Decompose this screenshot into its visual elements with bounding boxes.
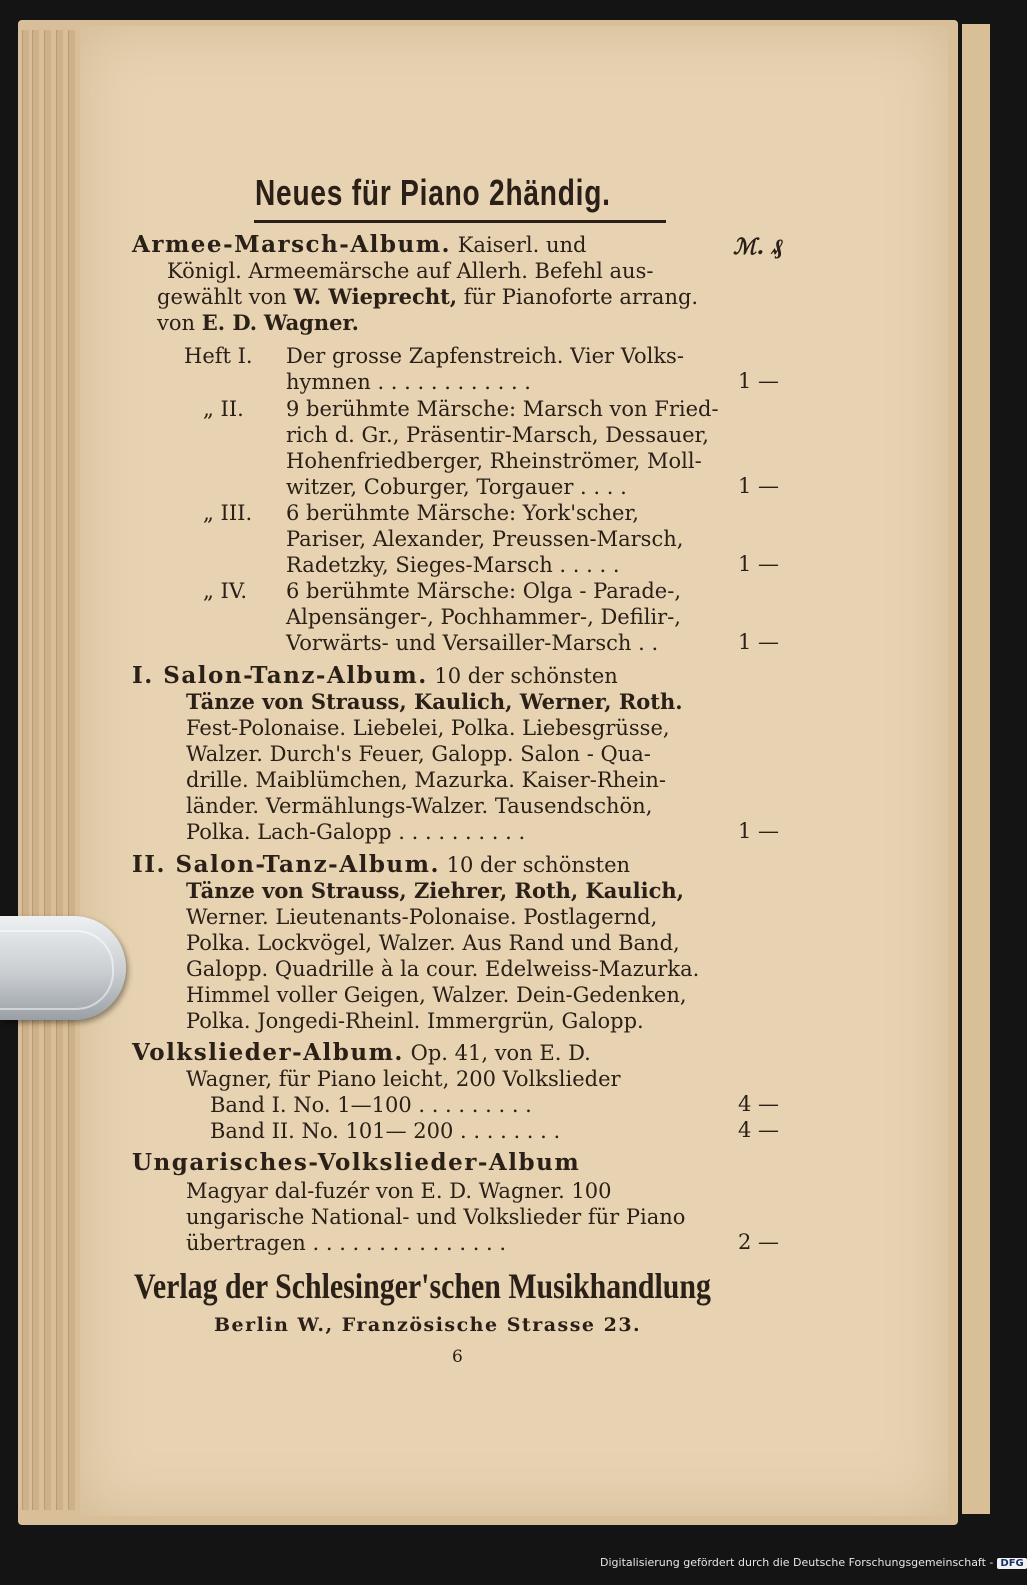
heft-line: Vorwärts- und Versailler-Marsch . . — [286, 631, 659, 655]
heft-line: 6 berühmte Märsche: York'scher, — [286, 501, 639, 525]
heft-label: „ III. — [203, 501, 253, 525]
section-heading-volkslieder: Volkslieder-Album. — [132, 1039, 404, 1066]
heft-label: „ II. — [203, 397, 244, 421]
salon2-line: Himmel voller Geigen, Walzer. Dein-Gedenken, — [186, 983, 687, 1007]
price: 1 — — [738, 630, 780, 654]
heft-line: rich d. Gr., Präsentir-Marsch, Dessauer, — [286, 423, 709, 447]
page-number: 6 — [452, 1347, 463, 1367]
page-edge — [68, 30, 75, 1510]
paper-clip-highlight — [0, 930, 114, 1010]
ungarisch-line: Magyar dal-fuzér von E. D. Wagner. 100 — [186, 1179, 612, 1203]
armee-line-1 — [132, 232, 586, 258]
section-heading-armee: Armee-Marsch-Album. — [132, 231, 452, 258]
section-heading-ungarisch: Ungarisches-Volkslieder-Album — [132, 1149, 581, 1176]
armee-line-3: gewählt von W. Wieprecht, für Pianoforte arrang. — [157, 284, 699, 309]
band-line: Band I. No. 1—100 . . . . . . . . . — [210, 1093, 532, 1117]
heft-line: 6 berühmte Märsche: Olga - Parade-, — [286, 579, 682, 603]
dfg-logo-icon: DFG — [997, 1558, 1026, 1569]
price: 1 — — [738, 474, 780, 498]
salon1-line: länder. Vermählungs-Walzer. Tausendschön, — [186, 794, 653, 818]
section-heading-salon1: I. Salon-Tanz-Album. — [132, 662, 428, 689]
ungarisch-line-1 — [132, 1150, 580, 1176]
salon2-line: Polka. Jongedi-Rheinl. Immergrün, Galopp. — [186, 1009, 644, 1033]
heft-line: Alpensänger-, Pochhammer-, Defilir-, — [286, 605, 681, 629]
currency-header: ℳ. ₰ — [733, 234, 783, 260]
ungarisch-line: übertragen . . . . . . . . . . . . . . . — [186, 1231, 507, 1255]
salon1-line: Polka. Lach-Galopp . . . . . . . . . . — [186, 820, 526, 844]
arranger-name: Wagner. — [263, 310, 359, 335]
heft-line: hymnen . . . . . . . . . . . . — [286, 370, 531, 394]
volkslieder-line: Wagner, für Piano leicht, 200 Volkslieder — [186, 1067, 621, 1091]
salon1-line: Fest-Polonaise. Liebelei, Polka. Liebesgrüsse, — [186, 716, 670, 740]
salon2-line: Galopp. Quadrille à la cour. Edelweiss-Mazurka. — [186, 957, 700, 981]
volkslieder-line-1: Volkslieder-Album. Op. 41, von E. D. — [132, 1039, 591, 1066]
price: 1 — — [738, 819, 780, 843]
adjacent-page-strip — [962, 24, 990, 1514]
page-edge — [56, 30, 63, 1510]
salon1-line-1: I. Salon-Tanz-Album. 10 der schönsten — [132, 662, 618, 689]
price: 2 — — [738, 1230, 780, 1254]
salon1-line: Tänze von Strauss, Kaulich, Werner, Roth. — [186, 689, 683, 714]
price: 4 — — [738, 1118, 780, 1142]
ungarisch-line: ungarische National- und Volkslieder für Piano — [186, 1205, 686, 1229]
price: 1 — — [738, 552, 780, 576]
salon2-line: Tänze von Strauss, Ziehrer, Roth, Kaulich, — [186, 878, 684, 903]
salon1-line: Walzer. Durch's Feuer, Galopp. Salon - Qua- — [186, 742, 651, 766]
salon2-line: Polka. Lockvögel, Walzer. Aus Rand und Band, — [186, 931, 680, 955]
title-underline — [254, 220, 666, 223]
heft-line: Radetzky, Sieges-Marsch . . . . . — [286, 553, 620, 577]
publisher-name: Verlag der Schlesinger'schen Musikhandlung — [134, 1266, 711, 1306]
page-edge — [22, 30, 29, 1510]
section-heading-salon2: II. Salon-Tanz-Album. — [132, 851, 440, 878]
armee-line-4: von E. D. Wagner. — [157, 310, 359, 335]
heft-line: 9 berühmte Märsche: Marsch von Fried- — [286, 397, 719, 421]
price: 4 — — [738, 1092, 780, 1116]
heft-line: Hohenfriedberger, Rheinströmer, Moll- — [286, 449, 702, 473]
heft-line: Pariser, Alexander, Preussen-Marsch, — [286, 527, 684, 551]
heft-line: witzer, Coburger, Torgauer . . . . — [286, 475, 627, 499]
page-title: Neues für Piano 2händig. — [255, 172, 611, 213]
digitization-note: Digitalisierung gefördert durch die Deutsche Forschungsgemeinschaft - DFG — [600, 1556, 1027, 1569]
armee-line-2: Königl. Armeemärsche auf Allerh. Befehl aus- — [167, 259, 654, 283]
salon1-line: drille. Maiblümchen, Mazurka. Kaiser-Rhein- — [186, 768, 666, 792]
armee-text: Kaiserl. und — [457, 233, 587, 257]
heft-line: Der grosse Zapfenstreich. Vier Volks- — [286, 344, 684, 368]
salon2-line-1: II. Salon-Tanz-Album. 10 der schönsten — [132, 851, 631, 878]
heft-label: Heft I. — [184, 344, 253, 368]
composer-name: W. Wieprecht, — [293, 284, 458, 309]
band-line: Band II. No. 101— 200 . . . . . . . . — [210, 1119, 561, 1143]
heft-label: „ IV. — [203, 579, 248, 603]
page-edge — [44, 30, 51, 1510]
price: 1 — — [738, 369, 780, 393]
page-edge — [32, 30, 39, 1510]
salon2-line: Werner. Lieutenants-Polonaise. Postlagernd, — [186, 905, 658, 929]
publisher-address: Berlin W., Französische Strasse 23. — [214, 1314, 642, 1336]
